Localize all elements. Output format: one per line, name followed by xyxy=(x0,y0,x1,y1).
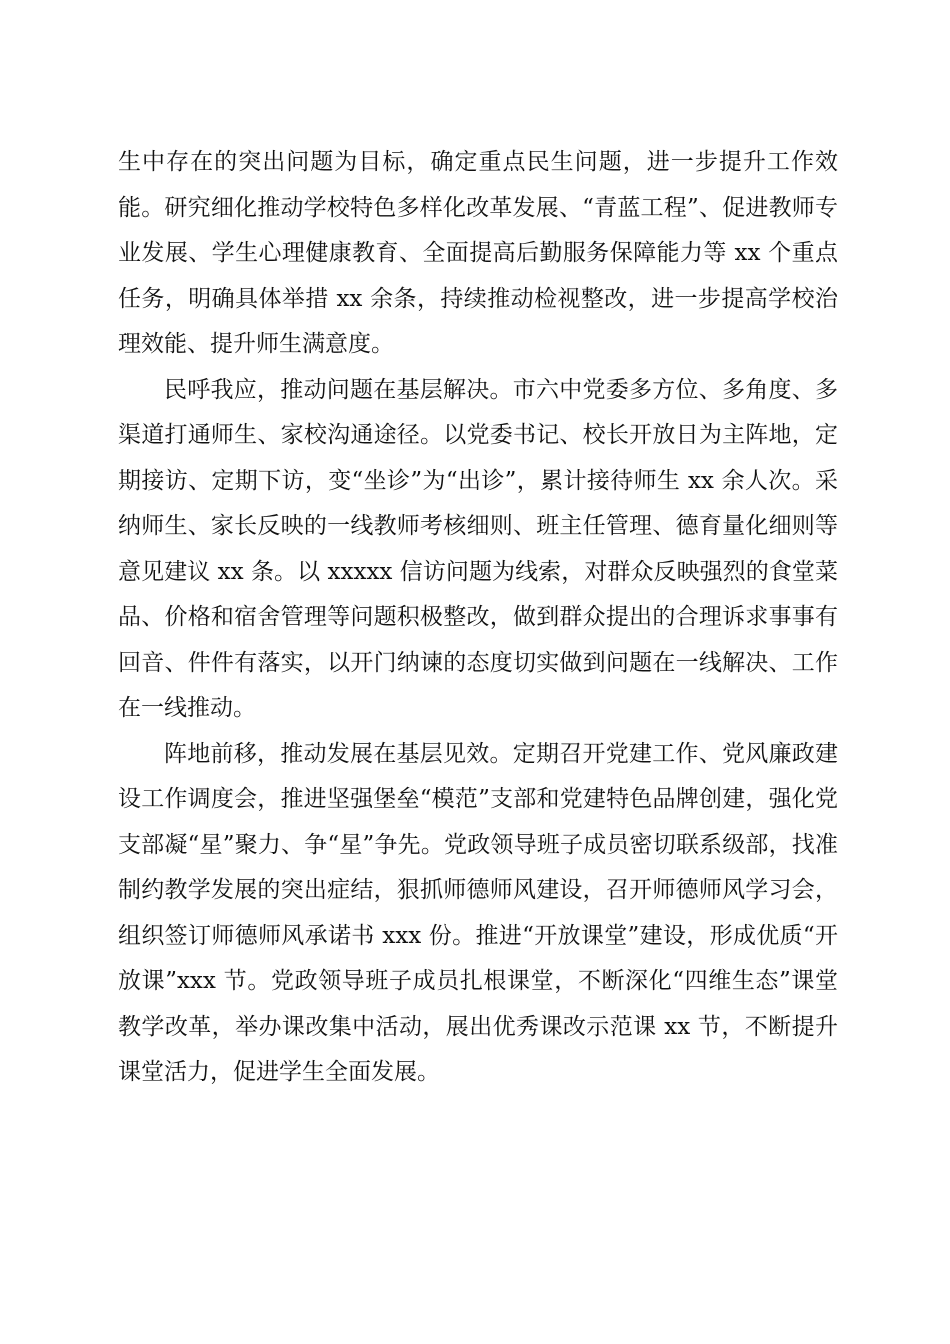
paragraph-zhen-di-qian-yi: 阵地前移，推动发展在基层见效。定期召开党建工作、党风廉政建设工作调度会，推进坚强堡垒“模范”支部和党建特色品牌创建，强化党支部凝“星”聚力、争“星”争先。党政领导班子成员密切联系级部，找准制约教学发展的突出症结，狠抓师德师风建设，召开师德师风学习会，组织签订师德师风承诺书 xxx 份。推进“开放课堂”建设，形成优质“开放课”xxx 节。党政领导班子成员扎根课堂，不断深化“四维生态”课堂教学改革，举办课改集中活动，展出优秀课改示范课 xx 节，不断提升课堂活力，促进学生全面发展。 xyxy=(118,740,838,1085)
paragraph-continuation: 生中存在的突出问题为目标，确定重点民生问题，进一步提升工作效能。研究细化推动学校特色多样化改革发展、“青蓝工程”、促进教师专业发展、学生心理健康教育、全面提高后勤服务保障能力等 xx 个重点任务，明确具体举措 xx 余条，持续推动检视整改，进一步提高学校治理效能、提升师生满意度。 xyxy=(118,149,838,357)
document-body xyxy=(118,140,838,1096)
paragraph-min-hu-wo-ying: 民呼我应，推动问题在基层解决。市六中党委多方位、多角度、多渠道打通师生、家校沟通途径。以党委书记、校长开放日为主阵地，定期接访、定期下访，变“坐诊”为“出诊”，累计接待师生 xx 余人次。采纳师生、家长反映的一线教师考核细则、班主任管理、德育量化细则等意见建议 xx 条。以 xxxxx 信访问题为线索，对群众反映强烈的食堂菜品、价格和宿舍管理等问题积极整改，做到群众提出的合理诉求事事有回音、件件有落实，以开门纳谏的态度切实做到问题在一线解决、工作在一线推动。 xyxy=(118,376,838,721)
